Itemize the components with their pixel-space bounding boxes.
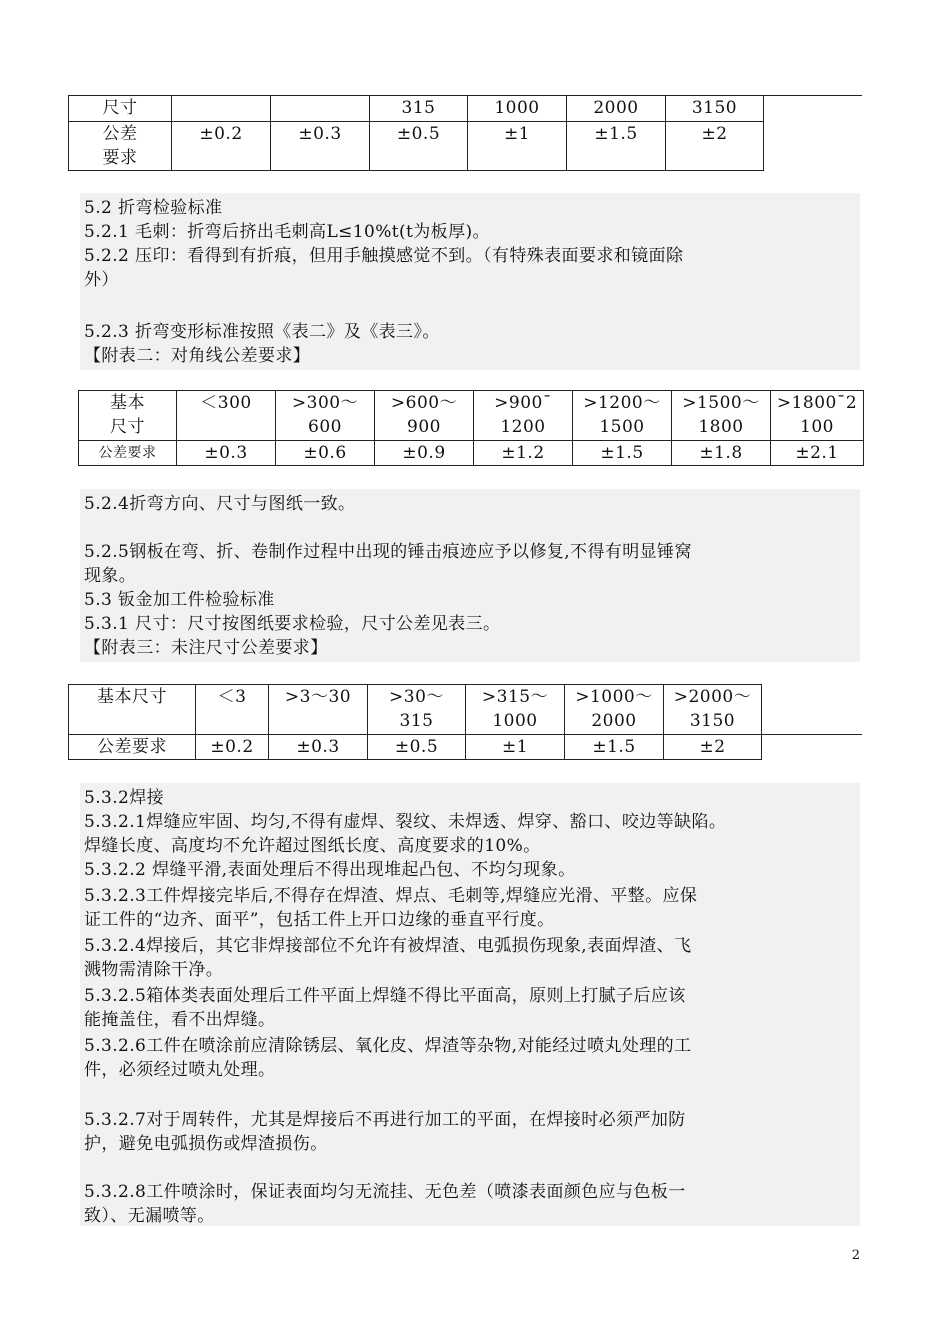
table-cell: ±0.3 [269, 735, 368, 760]
paragraph-line: 致）、无漏喷等。 [84, 1206, 215, 1226]
table-cell: ±2 [664, 735, 762, 760]
cell-text: 基本 [110, 393, 145, 413]
paragraph-line: 5.2.5钢板在弯、折、卷制作过程中出现的锤击痕迹应予以修复,不得有明显锤窝 [84, 542, 692, 562]
cell-text: >900¯ [494, 393, 552, 413]
paragraph-line: 5.3.2.3工件焊接完毕后,不得存在焊渣、焊点、毛刺等,焊缝应光滑、平整。应保 [84, 886, 698, 906]
table-cell [771, 391, 864, 441]
cell-text: 900 [407, 417, 441, 437]
paragraph-line: 5.3.2.7对于周转件，尤其是焊接后不再进行加工的平面，在焊接时必须严加防 [84, 1110, 686, 1130]
cell-text: 1000 [492, 711, 538, 731]
cell-text: 315 [399, 711, 434, 731]
table-cell [672, 391, 771, 441]
table-cell: ±1.5 [567, 122, 666, 171]
table-cell [172, 96, 271, 122]
table-cell [79, 391, 177, 441]
table-cell: 尺寸 [69, 96, 172, 122]
table-caption: 【附表三：未注尺寸公差要求】 [84, 638, 328, 658]
paragraph-line: 外） [84, 270, 119, 290]
paragraph-line: 5.2.1 毛刺：折弯后挤出毛刺高L≤10%t(t为板厚)。 [84, 222, 490, 242]
table-cell: 公差要求 [79, 441, 177, 466]
cell-text: 尺寸 [110, 417, 145, 437]
paragraph-line: 溅物需清除干净。 [84, 960, 224, 980]
table-row [69, 735, 863, 760]
paragraph-line: 5.3.2.6工件在喷涂前应清除锈层、氧化皮、焊渣等杂物,对能经过喷丸处理的工 [84, 1036, 692, 1056]
table-cell: ±0.2 [172, 122, 271, 171]
table-cell [466, 685, 565, 735]
paragraph-line: 5.3.2.1焊缝应牢固、均匀,不得有虚焊、裂纹、未焊透、焊穿、豁口、咬边等缺陷。 [84, 812, 727, 832]
table-cell [368, 685, 466, 735]
paragraph-line: 护，避免电弧损伤或焊渣损伤。 [84, 1134, 328, 1154]
cell-text: >2000～ [673, 687, 752, 707]
table-cell: ±0.3 [177, 441, 276, 466]
table-cell [762, 735, 863, 760]
table-cell [664, 685, 762, 735]
paragraph-line: 现象。 [84, 566, 137, 586]
paragraph-line: 5.2.4折弯方向、尺寸与图纸一致。 [84, 494, 356, 514]
table-caption: 【附表二：对角线公差要求】 [84, 346, 311, 366]
cell-text: 3150 [689, 711, 736, 731]
cell-text: >1000～ [575, 687, 653, 707]
table-cell: ±1.5 [573, 441, 672, 466]
table-cell: ±0.6 [276, 441, 375, 466]
table-row [69, 685, 863, 735]
paragraph-line: 焊缝长度、高度均不允许超过图纸长度、高度要求的10%。 [84, 836, 541, 856]
table-row [69, 96, 863, 122]
table-cell: ±0.9 [375, 441, 474, 466]
paragraph-line: 5.3.2.2 焊缝平滑,表面处理后不得出现堆起凸包、不均匀现象。 [84, 860, 576, 880]
cell-text: 1800 [698, 417, 744, 437]
cell-text: >3～30 [284, 687, 352, 707]
cell-text: >300～ [291, 393, 359, 413]
table-row [79, 391, 864, 441]
table-cell: 1000 [468, 96, 567, 122]
cell-text: 2000 [591, 711, 637, 731]
table-cell: ±2.1 [771, 441, 864, 466]
table-cell [474, 391, 573, 441]
table-cell: ±0.5 [368, 735, 466, 760]
cell-text: >1800¯2 [776, 393, 858, 413]
diagonal-tolerance-table [78, 390, 864, 466]
table-cell [762, 685, 863, 735]
table-cell: ±1.2 [474, 441, 573, 466]
paragraph-line: 5.3.2.4焊接后，其它非焊接部位不允许有被焊渣、电弧损伤现象,表面焊渣、飞 [84, 936, 692, 956]
cell-text: 1500 [599, 417, 645, 437]
cell-text: 600 [308, 417, 342, 437]
table-cell: 3150 [666, 96, 764, 122]
section-heading: 5.2 折弯检验标准 [84, 198, 223, 218]
cell-text: >315～ [481, 687, 549, 707]
table-cell [177, 391, 276, 441]
cell-text: ＜3 [217, 687, 247, 707]
paragraph-line: 件，必须经过喷丸处理。 [84, 1060, 276, 1080]
cell-text: >1500～ [682, 393, 760, 413]
paragraph-line: 能掩盖住，看不出焊缝。 [84, 1010, 276, 1030]
cell-text: 1200 [500, 417, 546, 437]
size-tolerance-table-top [68, 95, 862, 171]
table-cell [565, 685, 664, 735]
row-label: 公差 [102, 124, 138, 144]
unspecified-tolerance-table [68, 684, 862, 760]
table-cell [573, 391, 672, 441]
table-cell [69, 122, 172, 171]
paragraph-line: 证工件的“边齐、面平”，包括工件上开口边缘的垂直平行度。 [84, 910, 555, 930]
cell-text: 100 [800, 417, 834, 437]
paragraph-line: 5.3.2.5箱体类表面处理后工件平面上焊缝不得比平面高，原则上打腻子后应该 [84, 986, 686, 1006]
paragraph-line: 5.3.2.8工件喷涂时，保证表面均匀无流挂、无色差（喷漆表面颜色应与色板一 [84, 1182, 686, 1202]
table-cell: ±2 [666, 122, 764, 171]
section-heading: 5.3 钣金加工件检验标准 [84, 590, 275, 610]
cell-text: >1200～ [583, 393, 661, 413]
table-cell: 2000 [567, 96, 666, 122]
table-cell [196, 685, 269, 735]
table-cell [764, 96, 863, 171]
row-label: 要求 [102, 148, 138, 168]
table-cell: ±0.3 [271, 122, 370, 171]
table-cell [276, 391, 375, 441]
table-cell [69, 685, 196, 735]
table-cell: ±1 [468, 122, 567, 171]
cell-text: ＜300 [200, 393, 252, 413]
cell-text: 基本尺寸 [97, 687, 167, 707]
table-row [69, 122, 863, 171]
paragraph-line: 5.2.3 折弯变形标准按照《表二》及《表三》。 [84, 322, 440, 342]
table-cell: ±1.8 [672, 441, 771, 466]
cell-text: >30～ [389, 687, 444, 707]
table-cell [269, 685, 368, 735]
table-cell: ±1 [466, 735, 565, 760]
table-cell [271, 96, 370, 122]
table-row [79, 441, 864, 466]
table-cell: ±1.5 [565, 735, 664, 760]
table-cell: ±0.2 [196, 735, 269, 760]
paragraph-line: 5.3.1 尺寸：尺寸按图纸要求检验，尺寸公差见表三。 [84, 614, 501, 634]
table-cell: 315 [370, 96, 468, 122]
page-number: 2 [851, 1248, 860, 1263]
section-heading: 5.3.2焊接 [84, 788, 165, 808]
table-cell: ±0.5 [370, 122, 468, 171]
cell-text: >600～ [390, 393, 458, 413]
paragraph-line: 5.2.2 压印：看得到有折痕，但用手触摸感觉不到。（有特殊表面要求和镜面除 [84, 246, 684, 266]
table-cell: 公差要求 [69, 735, 196, 760]
table-cell [375, 391, 474, 441]
